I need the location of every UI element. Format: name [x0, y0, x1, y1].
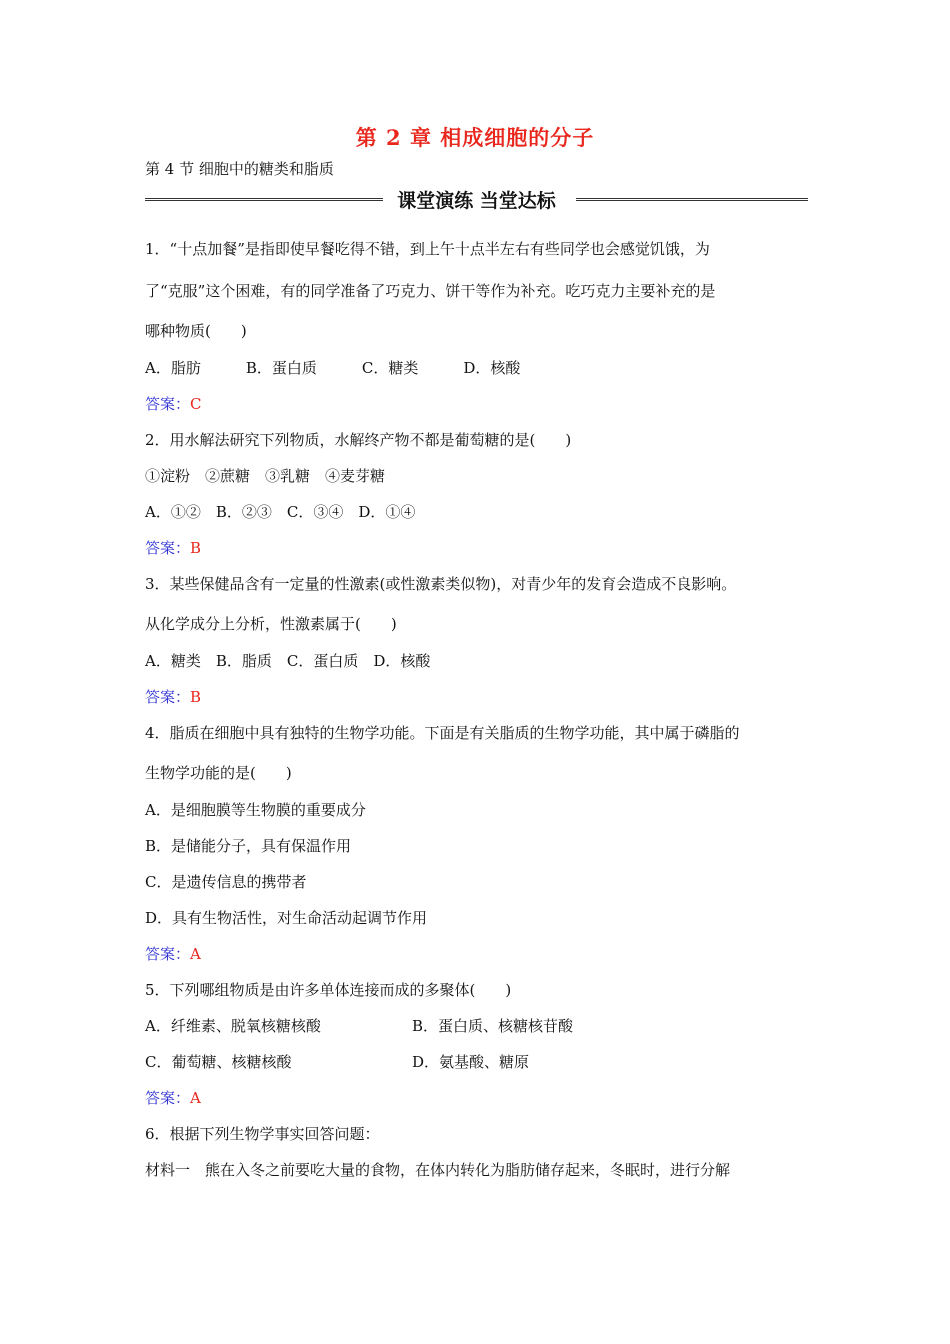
answer-value: B — [190, 688, 202, 706]
q2-answer — [145, 537, 201, 558]
q5-option-a: A．纤维素、脱氧核糖核酸 — [145, 1017, 321, 1035]
q4-option-c: C．是遗传信息的携带者 — [145, 873, 307, 891]
q5-answer — [145, 1087, 201, 1108]
chapter-title: 第 2 章 相成细胞的分子 — [355, 125, 595, 150]
q1-line-2: 了“克服”这个困难，有的同学准备了巧克力、饼干等作为补充。吃巧克力主要补充的是 — [145, 282, 716, 300]
answer-label: 答案： — [145, 395, 191, 413]
q3-line-1: 3．某些保健品含有一定量的性激素(或性激素类似物)，对青少年的发育会造成不良影响。 — [145, 575, 737, 593]
answer-label: 答案： — [145, 539, 191, 557]
answer-label: 答案： — [145, 1089, 191, 1107]
answer-value: C — [190, 395, 202, 413]
section-banner — [145, 184, 808, 214]
q1-answer — [145, 393, 202, 414]
q4-option-a: A．是细胞膜等生物膜的重要成分 — [145, 801, 366, 819]
banner-rule-right — [576, 198, 808, 201]
q5-option-d: D．氨基酸、糖原 — [412, 1053, 530, 1071]
answer-label: 答案： — [145, 945, 191, 963]
q3-answer — [145, 686, 201, 707]
q5-line-1: 5．下列哪组物质是由许多单体连接而成的多聚体( ) — [145, 981, 512, 999]
q6-line-1: 6．根据下列生物学事实回答问题： — [145, 1125, 380, 1143]
answer-value: A — [190, 1089, 201, 1107]
q3-line-2: 从化学成分上分析，性激素属于( ) — [145, 615, 397, 633]
q3-options: A．糖类 B．脂质 C．蛋白质 D．核酸 — [145, 652, 431, 670]
q4-option-b: B．是储能分子，具有保温作用 — [145, 837, 352, 855]
q5-option-b: B．蛋白质、核糖核苷酸 — [412, 1017, 574, 1035]
answer-label: 答案： — [145, 688, 191, 706]
q4-line-2: 生物学功能的是( ) — [145, 764, 292, 782]
q5-option-c: C．葡萄糖、核糖核酸 — [145, 1053, 292, 1071]
q4-answer — [145, 943, 201, 964]
q2-options: A．①② B．②③ C．③④ D．①④ — [145, 503, 416, 521]
q2-line-1: 2．用水解法研究下列物质，水解终产物不都是葡萄糖的是( ) — [145, 431, 572, 449]
q6-line-2: 材料一 熊在入冬之前要吃大量的食物，在体内转化为脂肪储存起来，冬眠时，进行分解 — [145, 1161, 731, 1179]
q4-line-1: 4．脂质在细胞中具有独特的生物学功能。下面是有关脂质的生物学功能，其中属于磷脂的 — [145, 724, 740, 742]
q4-option-d: D．具有生物活性，对生命活动起调节作用 — [145, 909, 428, 927]
banner-text: 课堂演练 当堂达标 — [397, 190, 556, 212]
q2-line-2: ①淀粉 ②蔗糖 ③乳糖 ④麦芽糖 — [145, 467, 386, 485]
section-title: 第 4 节 细胞中的糖类和脂质 — [145, 160, 334, 178]
q1-options: A．脂肪 B．蛋白质 C．糖类 D．核酸 — [145, 359, 521, 377]
answer-value: B — [190, 539, 202, 557]
answer-value: A — [190, 945, 201, 963]
q1-line-3: 哪种物质( ) — [145, 322, 247, 340]
q1-line-1: 1．“十点加餐”是指即使早餐吃得不错，到上午十点半左右有些同学也会感觉饥饿，为 — [145, 240, 710, 258]
